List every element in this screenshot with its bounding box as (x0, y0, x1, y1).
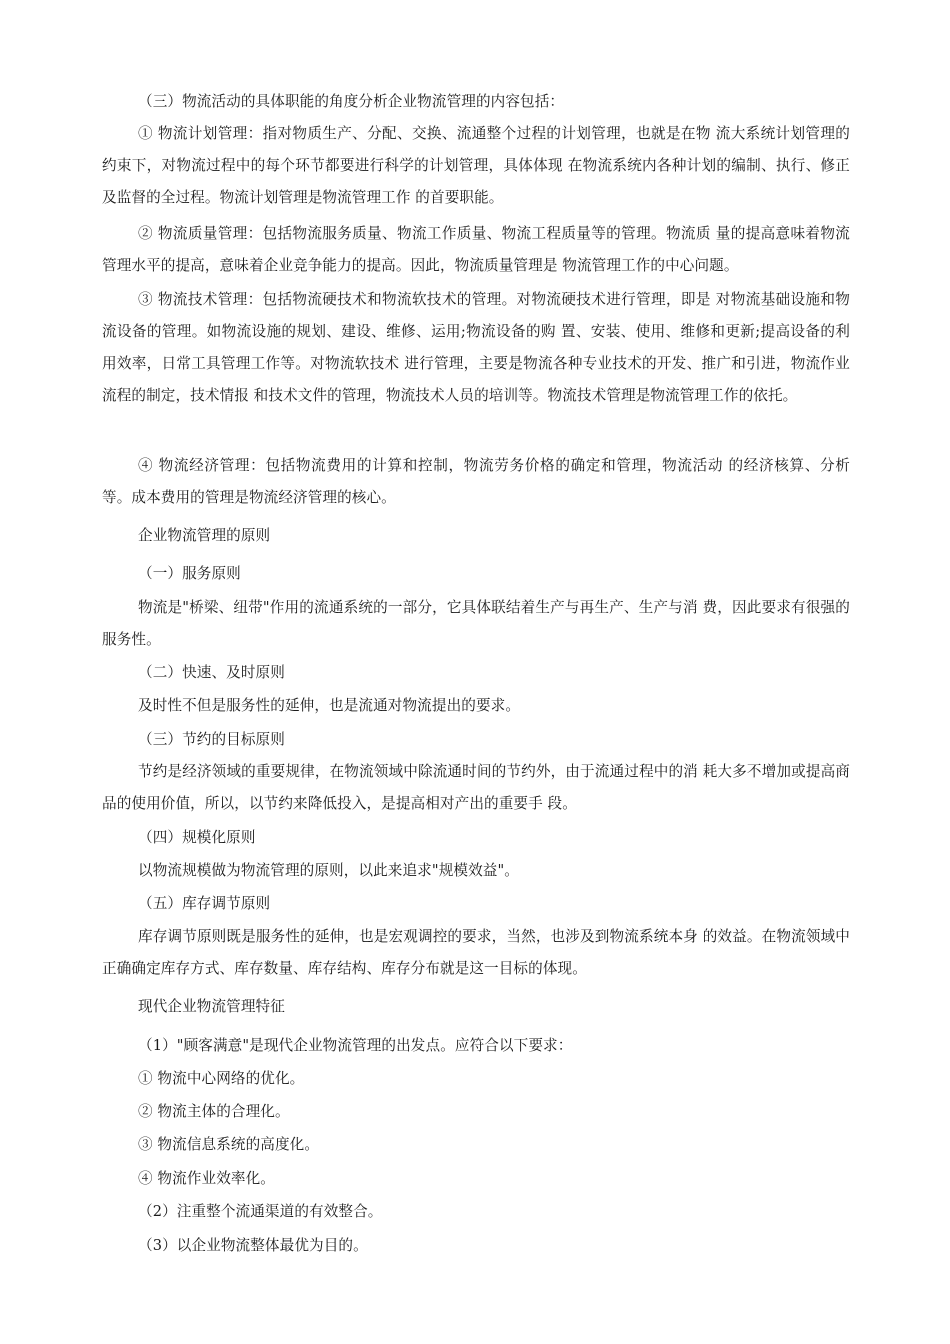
heading-saving-principle: （三）节约的目标原则 (138, 731, 285, 748)
paragraph-economic-management: ④ 物流经济管理：包括物流费用的计算和控制，物流劳务价格的确定和管理，物流活动 的经济核算、分析等。成本费用的管理是物流经济管理的核心。 (102, 457, 850, 506)
feature-channel-integration: （2）注重整个流通渠道的有效整合。 (138, 1203, 383, 1220)
heading-function-analysis: （三）物流活动的具体职能的角度分析企业物流管理的内容包括： (138, 93, 565, 110)
paragraph-inventory-principle: 库存调节原则既是服务性的延伸，也是宏观调控的要求，当然，也涉及到物流系统本身 的效益。在物流领域中正确确定库存方式、库存数量、库存结构、库存分布就是这一目标的体现。 (102, 928, 850, 977)
heading-scale-principle: （四）规模化原则 (138, 829, 256, 846)
feature-overall-optimization: （3）以企业物流整体最优为目的。 (138, 1237, 368, 1254)
heading-inventory-principle: （五）库存调节原则 (138, 895, 271, 912)
paragraph-quality-management: ② 物流质量管理：包括物流服务质量、物流工作质量、物流工程质量等的管理。物流质 量的提高意味着物流管理水平的提高，意味着企业竞争能力的提高。因此，物流质量管理是 物流管理工作的中心问题。 (102, 225, 850, 274)
heading-speed-principle: （二）快速、及时原则 (138, 664, 285, 681)
paragraph-saving-principle: 节约是经济领域的重要规律，在物流领域中除流通时间的节约外，由于流通过程中的消 耗大多不增加或提高商品的使用价值，所以，以节约来降低投入，是提高相对产出的重要手 段。 (102, 763, 850, 812)
list-item: ① 物流中心网络的优化。 (138, 1070, 305, 1087)
paragraph-service-principle: 物流是"桥梁、纽带"作用的流通系统的一部分，它具体联结着生产与再生产、生产与消 费，因此要求有很强的服务性。 (102, 599, 850, 648)
list-item: ② 物流主体的合理化。 (138, 1103, 290, 1120)
paragraph-scale-principle: 以物流规模做为物流管理的原则，以此来追求"规模效益"。 (138, 862, 519, 879)
paragraph-speed-principle: 及时性不但是服务性的延伸，也是流通对物流提出的要求。 (138, 697, 521, 714)
heading-service-principle: （一）服务原则 (138, 565, 241, 582)
paragraph-plan-management: ① 物流计划管理：指对物质生产、分配、交换、流通整个过程的计划管理，也就是在物 流大系统计划管理的约束下，对物流过程中的每个环节都要进行科学的计划管理，具体体现 在物流系统内各种计划的编制、执行、修正及监督的全过程。物流计划管理是物流管理工作 的首要职能。 (102, 125, 850, 206)
list-item: ③ 物流信息系统的高度化。 (138, 1136, 320, 1153)
feature-customer-satisfaction: （1）"顾客满意"是现代企业物流管理的出发点。应符合以下要求： (138, 1037, 573, 1054)
paragraph-technology-management: ③ 物流技术管理：包括物流硬技术和物流软技术的管理。对物流硬技术进行管理，即是 对物流基础设施和物流设备的管理。如物流设施的规划、建设、维修、运用;物流设备的购 置、安装、使用、维修和更新;提高设备的利用效率，日常工具管理工作等。对物流软技术 进行管理，主要是物流各种专业技术的开发、推广和引进，物流作业流程的制定，技术情报 和技术文件的管理，物流技术人员的培训等。物流技术管理是物流管理工作的依托。 (102, 291, 850, 404)
list-item: ④ 物流作业效率化。 (138, 1170, 275, 1187)
heading-principles: 企业物流管理的原则 (138, 527, 271, 544)
heading-modern-features: 现代企业物流管理特征 (138, 998, 285, 1015)
